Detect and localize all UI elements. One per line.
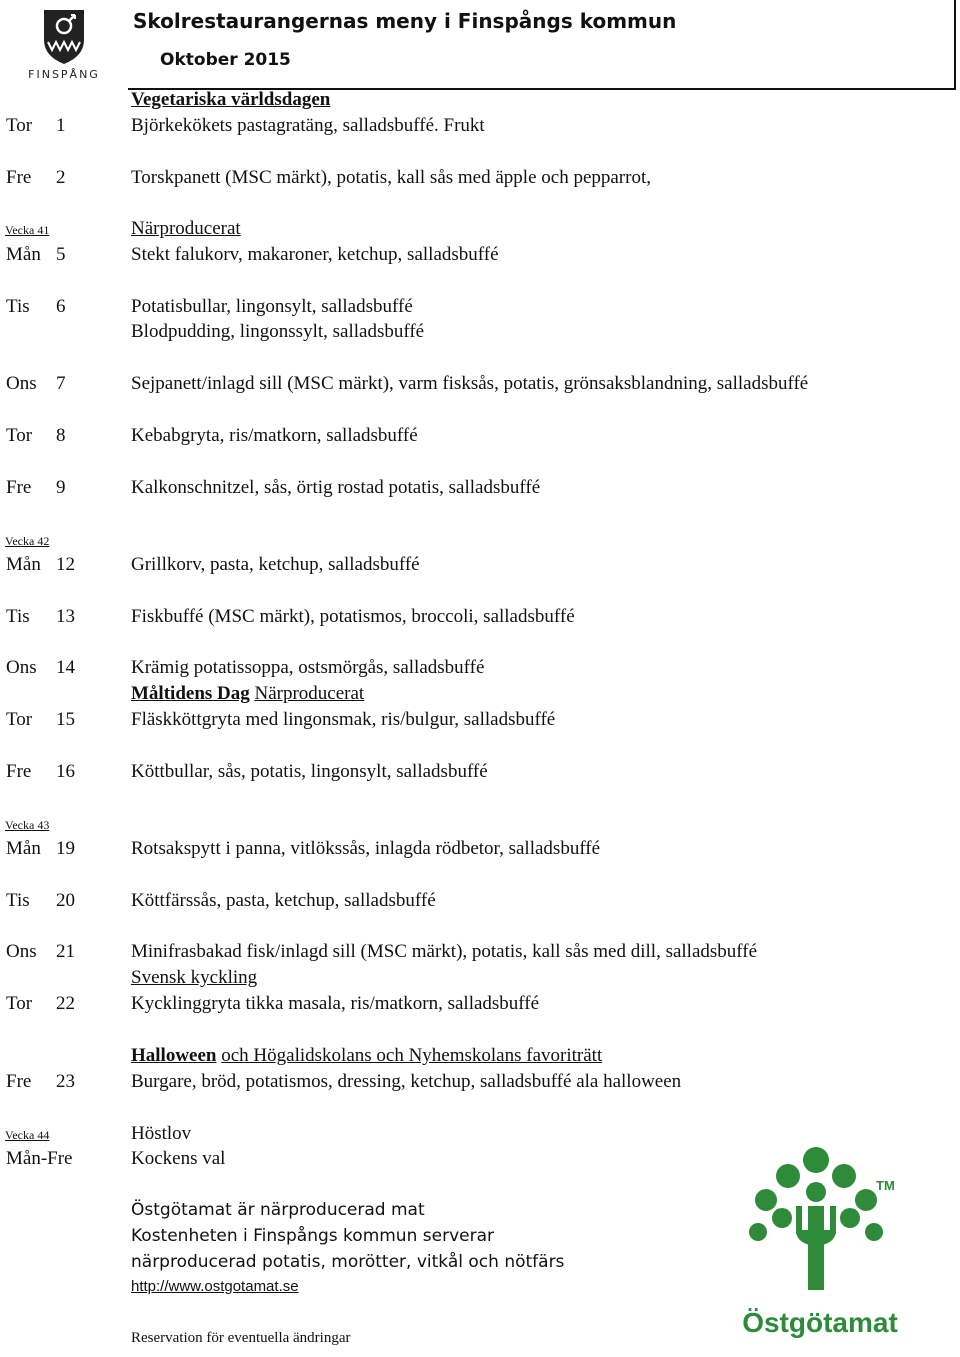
date-number: 23 [56, 1071, 75, 1092]
date-number: 19 [56, 838, 75, 859]
day-note-text: och Högalidskolans och Nyhemskolans favoriträtt [221, 1045, 603, 1066]
dish: Minifrasbakad fisk/inlagd sill (MSC märkt), potatis, kall sås med dill, salladsbuffé [131, 941, 758, 962]
week-label: Vecka 43 [5, 818, 50, 832]
day-note-bold: Halloween [131, 1045, 217, 1066]
info-line: Östgötamat är närproducerad mat [131, 1200, 425, 1220]
date-number: 15 [56, 709, 75, 730]
date-number: 9 [56, 477, 66, 498]
weekday: Tis [6, 296, 30, 317]
dish: Krämig potatissoppa, ostsmörgås, salladsbuffé [131, 657, 485, 678]
date-number: 1 [56, 115, 66, 136]
trademark-mark: TM [876, 1178, 895, 1193]
week-label: Vecka 44 [5, 1128, 50, 1142]
day-note [131, 683, 364, 705]
dish: Rotsakspytt i panna, vitlökssås, inlagda rödbetor, salladsbuffé [131, 838, 601, 859]
day-note: Vegetariska världsdagen [131, 89, 331, 110]
dish: Grillkorv, pasta, ketchup, salladsbuffé [131, 554, 420, 575]
date-number: 21 [56, 941, 75, 962]
finspang-crest-logo [16, 6, 112, 82]
month-heading: Oktober 2015 [160, 50, 291, 70]
info-line: närproducerad potatis, morötter, vitkål och nötfärs [131, 1252, 565, 1272]
ostgotamat-link[interactable]: http://www.ostgotamat.se [131, 1278, 299, 1295]
reservation-note: Reservation för eventuella ändringar [131, 1330, 351, 1346]
date-number: 22 [56, 993, 75, 1014]
day-note-text: Närproducerat [254, 683, 365, 704]
weekday: Ons [6, 373, 37, 394]
date-number: 20 [56, 890, 75, 911]
date-number: 16 [56, 761, 75, 782]
dish: Fläskköttgryta med lingonsmak, ris/bulgur, salladsbuffé [131, 709, 556, 730]
dish: Kockens val [131, 1148, 226, 1169]
date-number: 8 [56, 425, 66, 446]
date-number: 5 [56, 244, 66, 265]
dish: Kebabgryta, ris/matkorn, salladsbuffé [131, 425, 418, 446]
info-line: Kostenheten i Finspångs kommun serverar [131, 1226, 494, 1246]
dish: Sejpanett/inlagd sill (MSC märkt), varm fisksås, potatis, grönsaksblandning, salladsbuffé [131, 373, 809, 394]
weekday: Tis [6, 890, 30, 911]
crest-text: FINSPÅNG [28, 68, 100, 81]
weekday: Mån [6, 838, 41, 859]
weekday: Fre [6, 477, 32, 498]
day-note-bold: Måltidens Dag [131, 683, 250, 704]
dish: Fiskbuffé (MSC märkt), potatismos, broccoli, salladsbuffé [131, 606, 575, 627]
date-number: 13 [56, 606, 75, 627]
page-title: Skolrestaurangernas meny i Finspångs kommun [133, 9, 677, 33]
date-number: 12 [56, 554, 75, 575]
date-number: 14 [56, 657, 75, 678]
weekday: Fre [6, 1071, 32, 1092]
weekday: Tor [6, 115, 33, 136]
weekday: Fre [6, 761, 32, 782]
dish: Köttbullar, sås, potatis, lingonsylt, salladsbuffé [131, 761, 488, 782]
header-right-border [954, 0, 956, 90]
ostgotamat-wordmark: Östgötamat [742, 1307, 898, 1338]
weekday: Tor [6, 709, 33, 730]
day-note: Svensk kyckling [131, 967, 258, 988]
dish: Potatisbullar, lingonsylt, salladsbuffé [131, 296, 413, 317]
dish: Torskpanett (MSC märkt), potatis, kall sås med äpple och pepparrot, [131, 167, 651, 188]
weekday: Mån-Fre [6, 1148, 73, 1169]
week-label: Vecka 41 [5, 223, 50, 237]
week-label: Vecka 42 [5, 534, 50, 548]
weekday: Fre [6, 167, 32, 188]
weekday: Mån [6, 554, 41, 575]
day-note: Närproducerat [131, 218, 241, 239]
date-number: 6 [56, 296, 66, 317]
weekday: Ons [6, 657, 37, 678]
dish: Stekt falukorv, makaroner, ketchup, salladsbuffé [131, 244, 499, 265]
weekday: Tor [6, 993, 33, 1014]
date-number: 7 [56, 373, 66, 394]
dish: Björkekökets pastagratäng, salladsbuffé. Frukt [131, 115, 485, 136]
weekday: Tis [6, 606, 30, 627]
dish: Kycklinggryta tikka masala, ris/matkorn, salladsbuffé [131, 993, 540, 1014]
day-note: Höstlov [131, 1123, 192, 1144]
day-note [131, 1045, 602, 1067]
ostgotamat-info [131, 1197, 564, 1275]
weekday: Tor [6, 425, 33, 446]
dish: Burgare, bröd, potatismos, dressing, ketchup, salladsbuffé ala halloween [131, 1071, 682, 1092]
dish: Köttfärssås, pasta, ketchup, salladsbuffé [131, 890, 436, 911]
dish: Kalkonschnitzel, sås, örtig rostad potatis, salladsbuffé [131, 477, 541, 498]
date-number: 2 [56, 167, 66, 188]
ostgotamat-tree-logo [736, 1140, 916, 1340]
weekday: Ons [6, 941, 37, 962]
weekday: Mån [6, 244, 41, 265]
dish-alternative: Blodpudding, lingonssylt, salladsbuffé [131, 321, 425, 342]
